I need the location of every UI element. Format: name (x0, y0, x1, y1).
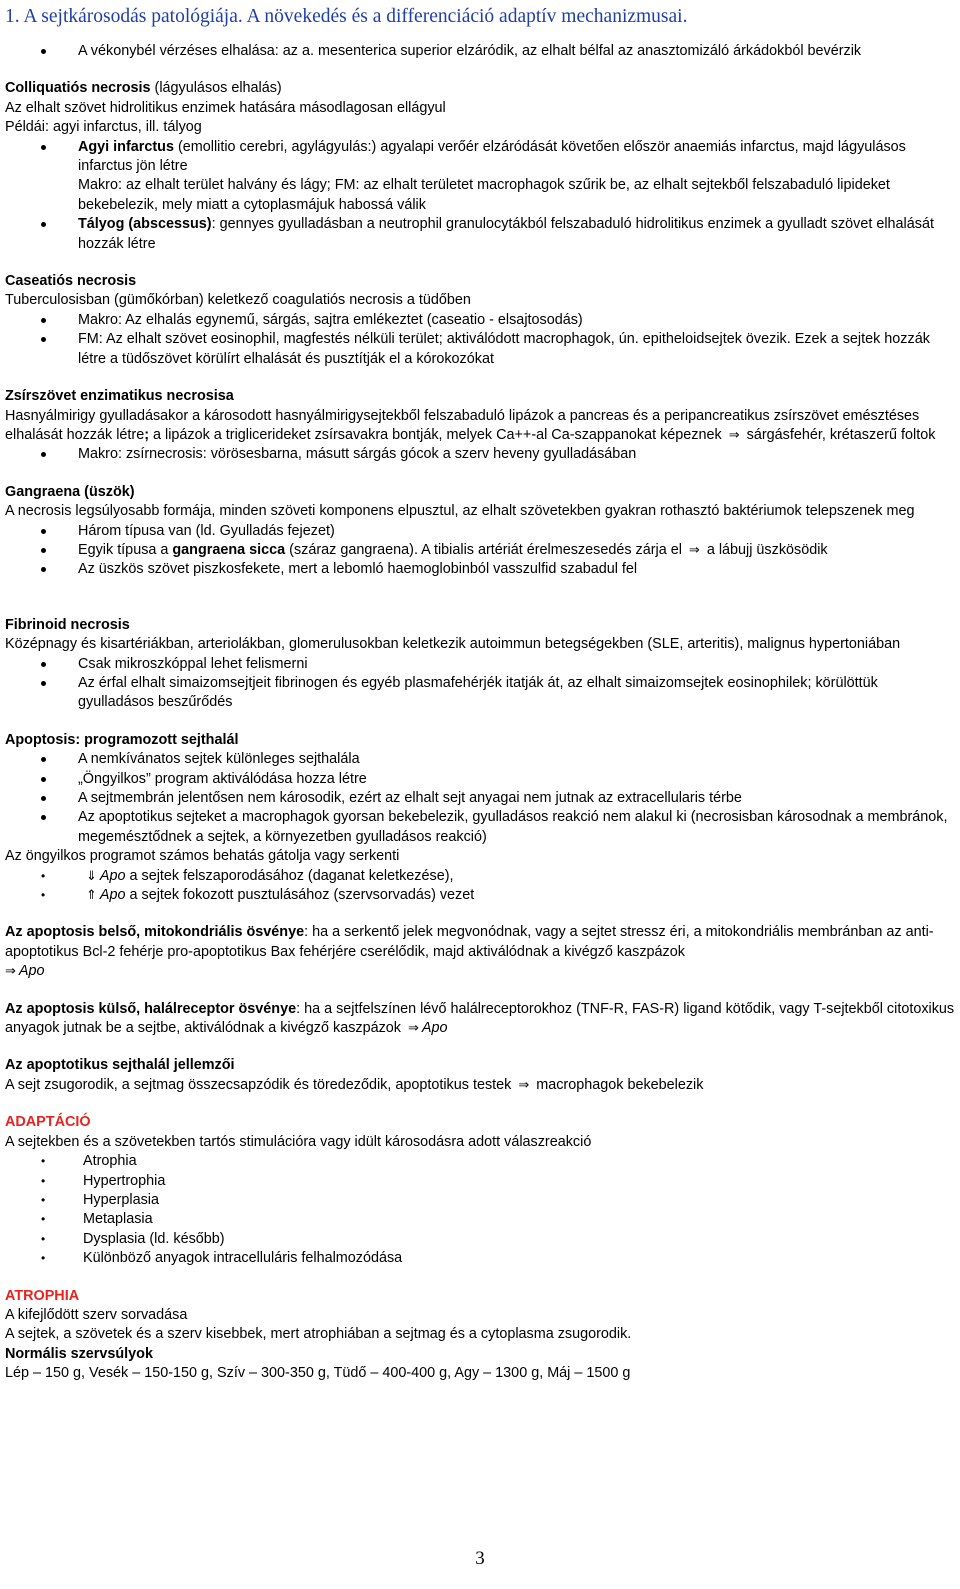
section-heading: Fibrinoid necrosis (5, 616, 130, 633)
paragraph (5, 407, 955, 446)
colliq-list (5, 138, 955, 254)
apop-list (5, 750, 955, 847)
item-text: : gennyes gyulladásban a neutrophil granulocytákból felszabaduló hidrolitikus enzimek a gyulladt szövet elhalását hozzák létre (78, 216, 934, 252)
apo-term: Apo (18, 963, 45, 980)
colliq-heading-line (5, 79, 955, 98)
gangr-list (5, 522, 955, 580)
item-text: a sejtek felszaporodásához (daganat keletkezése), (125, 867, 454, 884)
paragraph (5, 923, 955, 981)
fat-list (5, 445, 955, 464)
text-part: Egyik típusa a (78, 541, 173, 558)
section-heading: Caseatiós necrosis (5, 273, 137, 290)
paragraph: Tuberculosisban (gümőkórban) keletkező coagulatiós necrosis a tüdőben (5, 292, 471, 309)
list-item (5, 138, 955, 216)
implies-arrow-icon: ⇒ (408, 1021, 419, 1037)
bold-term: Az apoptosis külső, halálreceptor ösvénye (5, 1000, 297, 1017)
list-item (5, 541, 955, 560)
implies-arrow-icon: ⇒ (688, 542, 700, 558)
apo-term: Apo (421, 1020, 448, 1037)
paragraph: Lép – 150 g, Vesék – 150-150 g, Szív – 300-350 g, Tüdő – 400-400 g, Agy – 1300 g, Máj – 1500 g (5, 1365, 631, 1382)
list-item: • Különböző anyagok intracelluláris felhalmozódása (5, 1249, 955, 1268)
section-heading: Gangraena (üszök) (5, 483, 135, 500)
page-title: 1. A sejtkárosodás patológiája. A növekedés és a differenciáció adaptív mechanizmusai. (5, 6, 688, 27)
section-heading: Apoptosis: programozott sejthalál (5, 731, 239, 748)
bold-term: gangraena sicca (172, 541, 286, 558)
text-part: : ha a sejtfelszínen lévő halálreceptorokhoz (TNF-R, FAS-R) ligand kötődik, vagy T-sejtekből citotoxikus anyagok jutnak be a sejtbe, aktiválódnak a kivégző kaszpázok (5, 1000, 955, 1037)
list-item: Az érfal elhalt simaizomsejtjeit fibrinogen és egyéb plasmafehérjék itatják át, az elhalt simaizomsejtek eosinophilek; körülöttük gyulladásos beszűrődés (5, 674, 955, 713)
sub-heading: Normális szervsúlyok (5, 1345, 153, 1362)
text-part: Hasnyálmirigy gyulladásakor a károsodott hasnyálmirigysejtekből felszabaduló lipázok a pancreas és a peripancreatikus zsírszövet emésztéses elhalását hozzák létre (5, 407, 920, 443)
item-sub: Makro: az elhalt terület halvány és lágy; FM: az elhalt területet macrophagok szűrik be, az elhalt sejtekből felszabaduló lipideket bekebelezik, mely miatt a cytoplasmájuk habossá válik (78, 177, 890, 213)
list-item: A sejtmembrán jelentősen nem károsodik, ezért az elhalt sejt anyagai nem jutnak az extracellularis térbe (5, 789, 955, 808)
bold-term: Agyi infarctus (78, 138, 174, 155)
bold-term: Az apoptosis belső, mitokondriális ösvénye (5, 924, 305, 941)
paragraph: Középnagy és kisartériákban, arteriolákban, glomerulusokban keletkezik autoimmun betegségekben (SLE, arteritis), malignus hypertoniában (5, 636, 901, 653)
list-item: Az üszkös szövet piszkosfekete, mert a lebomló haemoglobinból vasszulfid szabadul fel (5, 560, 955, 579)
paragraph: A sejtek, a szövetek és a szerv kisebbek, mert atrophiában a sejtmag és a cytoplasma zsugorodik. (5, 1326, 632, 1343)
item-text: a sejtek fokozott pusztulásához (szervsorvadás) vezet (125, 887, 475, 904)
list-item: • Hyperplasia (5, 1191, 955, 1210)
list-item: A nemkívánatos sejtek különleges sejthalála (5, 750, 955, 769)
list-item: Három típusa van (ld. Gyulladás fejezet) (5, 522, 955, 541)
item-text: (emollitio cerebri, agylágyulás:) agyalapi verőér elzáródását követően először anaemiás infarctus, majd lágyulásos infarctus jön létre (78, 138, 906, 175)
text-part: (száraz gangraena). A tibialis artériát érelmeszesedés zárja el (285, 541, 686, 558)
paragraph (5, 1000, 955, 1039)
apop-direction-list (5, 867, 955, 906)
document-page (5, 4, 955, 1384)
list-item: Makro: zsírnecrosis: vörösesbarna, másutt sárgás gócok a szerv heveny gyulladásában (5, 445, 955, 464)
implies-arrow-icon: ⇒ (728, 427, 740, 443)
list-item: • Metaplasia (5, 1210, 955, 1229)
section-heading: Az apoptotikus sejthalál jellemzői (5, 1057, 235, 1074)
list-item: • Dysplasia (ld. később) (5, 1230, 955, 1249)
text-part: a lábujj üszkösödik (702, 541, 828, 558)
fibri-list (5, 655, 955, 713)
text-part: macrophagok bekebelezik (532, 1076, 704, 1093)
implies-arrow-icon: ⇒ (518, 1077, 530, 1093)
up-arrow-icon: ⇑ (86, 888, 97, 904)
text-part: sárgásfehér, krétaszerű foltok (742, 426, 936, 443)
list-item (5, 886, 955, 905)
list-item: Csak mikroszkóppal lehet felismerni (5, 655, 955, 674)
list-item: „Öngyilkos” program aktiválódása hozza létre (5, 770, 955, 789)
paragraph: Az elhalt szövet hidrolitikus enzimek hatására másodlagosan ellágyul (5, 99, 446, 116)
text-part: a lipázok a triglicerideket zsírsavakra bontják, melyek Ca++-al Ca-szappanokat képeznek (149, 426, 726, 443)
section-heading: ADAPTÁCIÓ (5, 1114, 91, 1131)
list-item: • Hypertrophia (5, 1172, 955, 1191)
section-heading: ATROPHIA (5, 1287, 80, 1304)
list-item: • Atrophia (5, 1152, 955, 1171)
heading-suffix: (lágyulásos elhalás) (150, 80, 282, 97)
section-heading: Zsírszövet enzimatikus necrosisa (5, 388, 234, 405)
bold-term: Tályog (abscessus) (78, 216, 212, 233)
list-item: A vékonybél vérzéses elhalása: az a. mesenterica superior elzáródik, az elhalt bélfal az anasztomizáló árkádokból bevérzik (5, 42, 955, 61)
paragraph: A kifejlődött szerv sorvadása (5, 1306, 188, 1323)
adapt-list (5, 1152, 955, 1268)
page-number: 3 (475, 1548, 485, 1569)
list-item: Makro: Az elhalás egynemű, sárgás, sajtra emlékeztet (caseatio - elsajtosodás) (5, 311, 955, 330)
list-item (5, 215, 955, 254)
caseo-list (5, 311, 955, 369)
text-part: : ha a serkentő jelek megvonódnak, vagy a sejtet stressz éri, a mitokondriális membránban az anti-apoptotikus Bcl-2 fehérje pro-apoptotikus Bax fehérjére cserélődik, majd aktiválódnak a kivégző kaszpázok (5, 924, 934, 960)
paragraph: A necrosis legsúlyosabb formája, minden szöveti komponens elpusztul, az elhalt szövetekben gyakran rothasztó baktériumok telepszenek meg (5, 503, 915, 520)
apo-term: Apo (99, 867, 126, 884)
implies-arrow-icon: ⇒ (5, 964, 16, 980)
intro-list (5, 42, 955, 61)
down-arrow-icon: ⇓ (86, 868, 97, 884)
text-part: ; (144, 426, 149, 443)
text-part: A sejt zsugorodik, a sejtmag összecsapzódik és töredeződik, apoptotikus testek (5, 1076, 516, 1093)
list-item: Az apoptotikus sejteket a macrophagok gyorsan bekebelezik, gyulladásos reakció nem alakul ki (necrosisban károsodnak a membránok, megemésztődnek a sejtek, a környezetben gyulladásos reakció) (5, 808, 955, 847)
paragraph (5, 1076, 955, 1095)
list-item: FM: Az elhalt szövet eosinophil, magfestés nélküli terület; aktiválódott macrophagok, ún. epitheloidsejtek övezik. Ezek a sejtek hozzák létre a tüdőszövet körülírt elhalását és pusztítják el a kórokozókat (5, 330, 955, 369)
paragraph: A sejtekben és a szövetekben tartós stimulációra vagy idült károsodásra adott válaszreakció (5, 1133, 592, 1150)
paragraph: Példái: agyi infarctus, ill. tályog (5, 119, 202, 136)
paragraph: Az öngyilkos programot számos behatás gátolja vagy serkenti (5, 848, 400, 865)
apo-term: Apo (99, 887, 126, 904)
section-heading: Colliquatiós necrosis (5, 80, 151, 97)
list-item (5, 867, 955, 886)
